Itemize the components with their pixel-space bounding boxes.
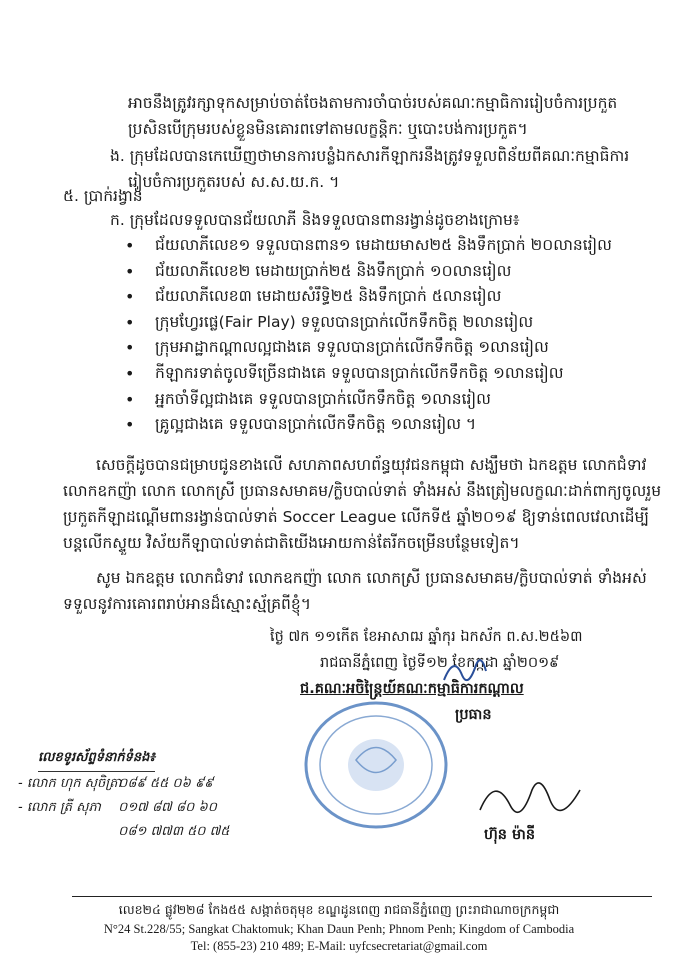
contact-row — [18, 799, 217, 818]
contact-phone: ០៨១ ៧៧៣ ៥០ ៧៥ — [118, 824, 230, 839]
contact-name: - លោក ត្រី សុភា — [18, 800, 101, 815]
footer-address-en: N°24 St.228/55; Sangkat Chaktomuk; Khan Daun Penh; Phnom Penh; Kingdom of Cambodia — [103, 922, 575, 936]
solar-date: រាជធានីភ្នំពេញ ថ្ងៃទី១២ ខែកក្កដា ឆ្នាំ២០១៩ — [320, 655, 560, 671]
lunar-date: ថ្ងៃ ៧ក ១១កើត ខែអាសាឍ ឆ្នាំកុរ ឯកស័ក ព.ស.២៥៦៣ — [270, 629, 583, 645]
list-item: • ក្រុមអាដ្ឋាកណ្តាលល្អជាងគេ ទទួលបានប្រាក់លើកទឹកចិត្ត ១លានរៀល — [125, 335, 612, 361]
list-item: • ជ័យលាភីលេខ១ ទទួលបានពាន១ មេដាយមាស២៥ និងទឹកប្រាក់ ២០លានរៀល — [125, 233, 612, 259]
paragraph-line: អាចនឹងត្រូវរក្សាទុកសម្រាប់ចាត់ចែងតាមការចាំបាច់របស់គណៈកម្មាធិការរៀបចំការប្រកួត — [128, 94, 618, 112]
contact-row — [18, 823, 230, 842]
paragraph-line: ប្រកួតកីឡាដណ្តើមពានរង្វាន់បាល់ទាត់ Soccer League លើកទី៥ ឆ្នាំ២០១៩ ឱ្យទាន់ពេលវេលាដើម្បី — [63, 508, 649, 526]
paragraph-line: សូម ឯកឧត្តម លោកជំទាវ លោកឧកញ៉ា លោក លោកស្រី ប្រធានសមាគម/ក្លិបបាល់ទាត់ ទាំងអស់ — [96, 569, 647, 587]
official-seal-icon — [296, 690, 456, 840]
footer-contact: Tel: (855-23) 210 489; E-Mail: uyfcsecretariat@gmail.com — [190, 939, 488, 953]
contact-phone: ០១៧ ៨៧ ៨០ ៦០ — [118, 800, 217, 815]
paragraph-line: រៀបចំការប្រកួតរបស់ ស.ស.យ.ក. ។ — [128, 173, 340, 191]
signer-role: ប្រធាន — [455, 707, 492, 723]
paragraph-line: ប្រសិនបើក្រុមរបស់ខ្លួនមិនគោរពទៅតាមលក្ខន្តិកៈ ឬបោះបង់ការប្រកួត។ — [128, 120, 528, 138]
contact-block — [38, 746, 155, 772]
signer-name: ហ៊ុន ម៉ានី — [484, 827, 536, 843]
section-intro: ក. ក្រុមដែលទទួលបានជ័យលាភី និងទទួលបានពានរង្វាន់ដូចខាងក្រោម៖ — [110, 211, 520, 229]
list-item: • កីឡាករទាត់ចូលទីច្រើនជាងគេ ទទួលបានប្រាក់លើកទឹកចិត្ត ១លានរៀល — [125, 361, 612, 387]
footer-divider — [72, 896, 652, 897]
prize-list — [125, 233, 612, 438]
list-item: • ក្រុមហ្វែរផ្លេ(Fair Play) ទទួលបានប្រាក់លើកទឹកចិត្ត ២លានរៀល — [125, 310, 612, 336]
contact-row — [18, 775, 213, 794]
paragraph-line: បន្តលើកស្ទួយ វិស័យកីឡាបាល់ទាត់ជាតិយើងអោយកាន់តែរីកចម្រើនបន្ថែមទៀត។ — [63, 534, 520, 552]
footer-address-kh: លេខ២៤ ផ្លូវ២២៨ កែង៥៥ សង្កាត់ចតុមុខ ខណ្ឌដូនពេញ រាជធានីភ្នំពេញ ព្រះរាជាណាចក្រកម្ពុជា — [118, 902, 560, 917]
contact-label: លេខទូរស័ព្ទទំនាក់ទំនង៖ — [38, 749, 155, 772]
signature-mark-icon — [436, 650, 496, 690]
list-item: • គ្រូល្អជាងគេ ទទួលបានប្រាក់លើកទឹកចិត្ត ១លានរៀល ។ — [125, 412, 612, 438]
paragraph-line: ង. ក្រុមដែលបានកេឃើញថាមានការបន្លំឯកសារកីឡាករនឹងត្រូវទទួលពិន័យពីគណៈកម្មាធិការ — [110, 147, 630, 165]
contact-name: - លោក ហុក សុចិត្រា — [18, 776, 122, 791]
paragraph-line: ទទួលនូវការគោរពរាប់អានដ៏ស្មោះស្ម័គ្រពីខ្ញុំ។ — [63, 595, 311, 613]
section-title: ៥. ប្រាក់រង្វាន់ — [63, 187, 143, 205]
paragraph-line: លោកឧកញ៉ា លោក លោកស្រី ប្រធានសមាគម/ក្លិបបាល់ទាត់ ទាំងអស់ នឹងត្រៀមលក្ខណៈដាក់ពាក្យចូលរួម — [63, 482, 662, 500]
organization-name: ជ.គណៈអចិន្ត្រៃយ៍គណៈកម្មាធិការកណ្តាល — [300, 681, 524, 697]
list-item: • អ្នកចាំទីល្អជាងគេ ទទួលបានប្រាក់លើកទឹកចិត្ត ១លានរៀល — [125, 387, 612, 413]
list-item: • ជ័យលាភីលេខ៣ មេដាយសំរឹទ្ធិ២៥ និងទឹកប្រាក់ ៥លានរៀល — [125, 284, 612, 310]
contact-phone: ០៨៩ ៥៥ ០៦ ៩៩ — [118, 776, 214, 791]
list-item: • ជ័យលាភីលេខ២ មេដាយប្រាក់២៥ និងទឹកប្រាក់ ១០លានរៀល — [125, 259, 612, 285]
paragraph-line: សេចក្តីដូចបានជម្រាបជូនខាងលើ សហភាពសហព័ន្ធយុវជនកម្ពុជា សង្ឃឹមថា ឯកឧត្តម លោកជំទាវ — [96, 456, 647, 474]
